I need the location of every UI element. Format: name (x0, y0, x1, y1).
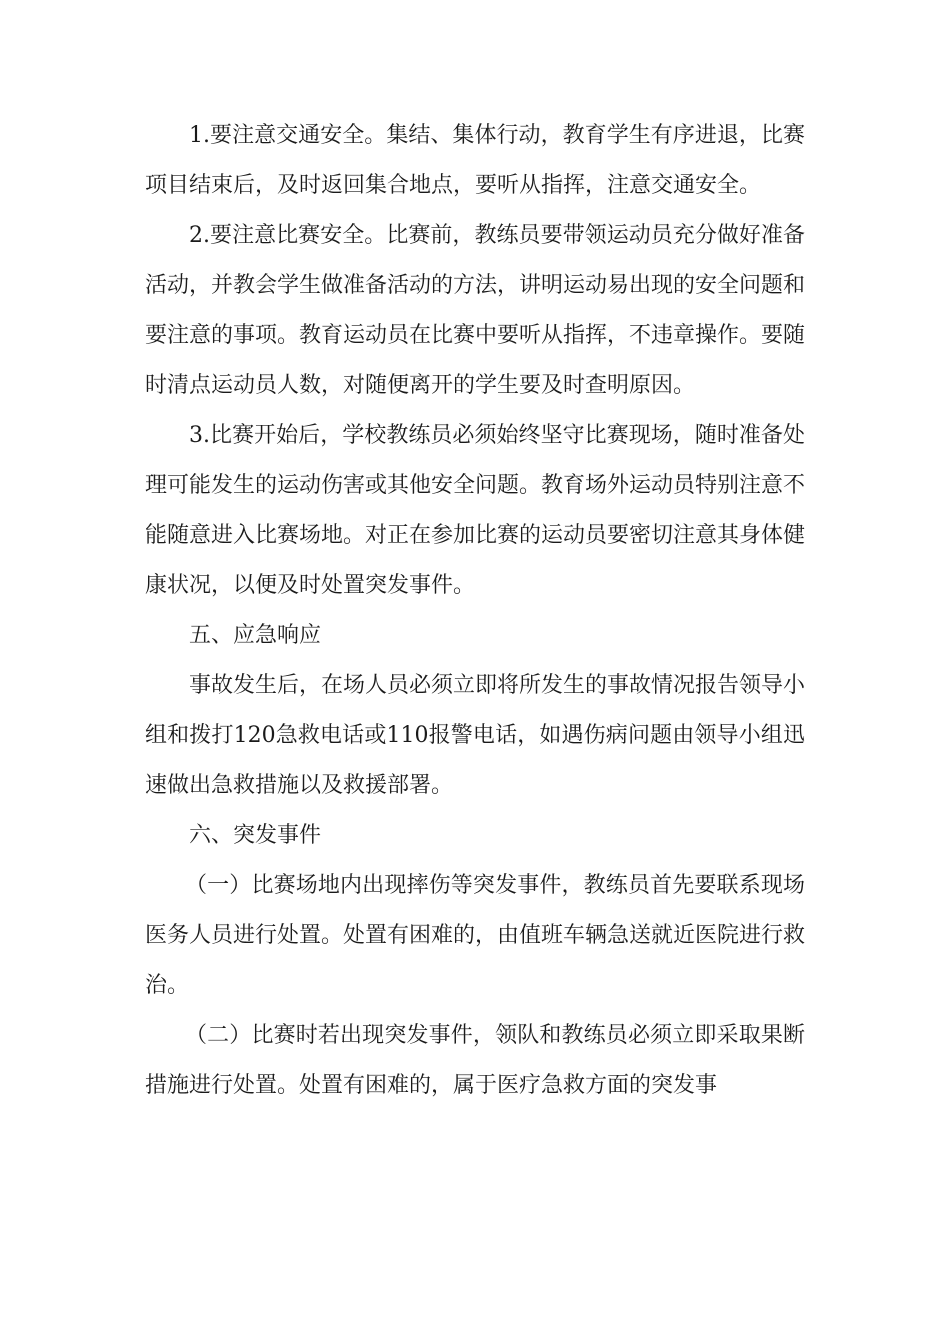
section-heading-emergencies: 六、突发事件 (189, 823, 322, 848)
paragraph-competition-safety: 2.要注意比赛安全。比赛前，教练员要带领运动员充分做好准备活动，并教会学生做准备活动的方法，讲明运动易出现的安全问题和要注意的事项。教育运动员在比赛中要听从指挥，不违章操作。要随时清点运动员人数，对随便离开的学生要及时查明原因。 (145, 223, 806, 398)
paragraph-on-site-supervision: 3.比赛开始后，学校教练员必须始终坚守比赛现场，随时准备处理可能发生的运动伤害或其他安全问题。教育场外运动员特别注意不能随意进入比赛场地。对正在参加比赛的运动员要密切注意其身体健康状况，以便及时处置突发事件。 (145, 423, 806, 598)
document-body (145, 111, 805, 1111)
paragraph-emergency-response: 事故发生后，在场人员必须立即将所发生的事故情况报告领导小组和拨打120急救电话或110报警电话，如遇伤病问题由领导小组迅速做出急救措施以及救援部署。 (145, 673, 806, 798)
paragraph-emergency-item-2: （二）比赛时若出现突发事件，领队和教练员必须立即采取果断措施进行处置。处置有困难的，属于医疗急救方面的突发事 (145, 1023, 805, 1098)
section-heading-emergency-response: 五、应急响应 (189, 623, 322, 648)
paragraph-traffic-safety: 1.要注意交通安全。集结、集体行动，教育学生有序进退，比赛项目结束后，及时返回集合地点，要听从指挥，注意交通安全。 (145, 123, 805, 198)
paragraph-emergency-item-1: （一）比赛场地内出现摔伤等突发事件，教练员首先要联系现场医务人员进行处置。处置有困难的，由值班车辆急送就近医院进行救治。 (145, 873, 806, 998)
